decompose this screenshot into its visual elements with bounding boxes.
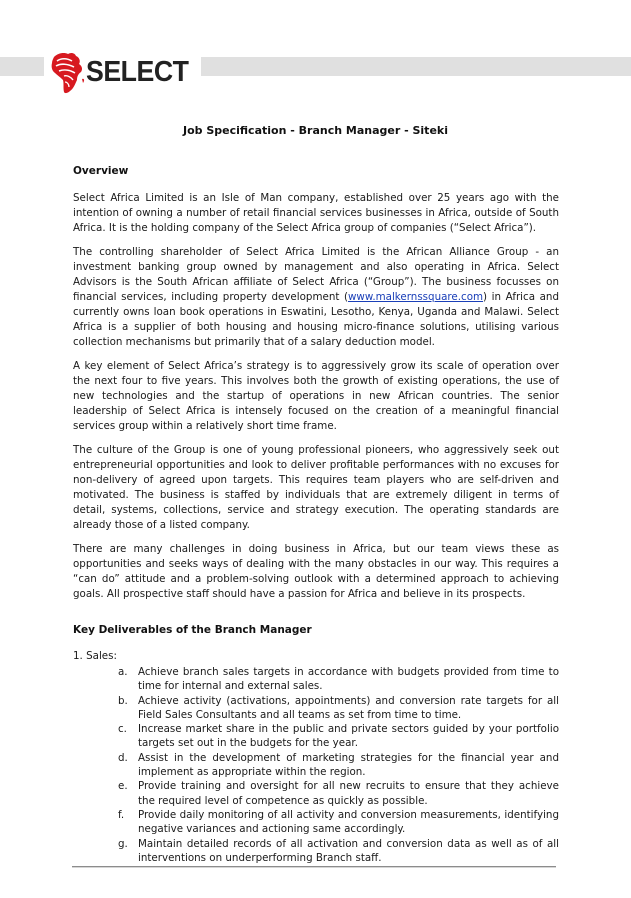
list-item-text: Provide training and oversight for all new recruits to ensure that they achieve the required level of competence as quickly as possible. bbox=[138, 780, 559, 807]
list-item-text: Maintain detailed records of all activation and conversion data as well as of all interventions on underperforming Branch staff. bbox=[138, 837, 559, 864]
list-marker: a. bbox=[118, 666, 128, 678]
footer-divider bbox=[72, 866, 556, 867]
list-item-text: Increase market share in the public and private sectors guided by your portfolio targets set out in the budgets for the year. bbox=[138, 723, 559, 750]
list-item bbox=[118, 808, 559, 837]
overview-paragraph-3: A key element of Select Africa’s strategy is to aggressively grow its scale of operation over the next four to five years. This involves both the growth of existing operations, the use of new technologies and the startup of operations in new African countries. The senior leadership of Select Africa is intensely focused on the creation of a meaningful financial services group within a relatively short time frame. bbox=[73, 360, 559, 432]
document-body bbox=[73, 164, 559, 865]
list-item-text: Achieve activity (activations, appointments) and conversion rate targets for all Field Sales Consultants and all teams as set from time to time. bbox=[138, 694, 559, 721]
list-marker: b. bbox=[118, 694, 128, 707]
list-marker: e. bbox=[118, 780, 128, 793]
list-item bbox=[118, 694, 559, 723]
list-item bbox=[118, 722, 559, 751]
list-item-text: Provide daily monitoring of all activity and conversion measurements, identifying negative variances and actioning same accordingly. bbox=[138, 808, 559, 836]
list-item bbox=[118, 665, 559, 694]
list-marker: d. bbox=[118, 751, 128, 764]
list-marker: f. bbox=[118, 808, 125, 821]
section-sales-label: 1. Sales: bbox=[73, 650, 117, 662]
header-band-left bbox=[0, 57, 44, 76]
overview-paragraph-2 bbox=[73, 245, 559, 350]
sales-deliverables-list bbox=[73, 665, 559, 865]
list-item bbox=[118, 779, 559, 808]
document-title: Job Specification - Branch Manager - Siteki bbox=[183, 124, 448, 137]
paragraph-text: The controlling shareholder of Select Africa Limited is the African Alliance Group - an investment banking group owned by management and also operating in Africa. Select Advisors is the South African affiliate of Select Africa (“Group”). The business focusses on financial services, including property development ( bbox=[73, 246, 559, 303]
list-item bbox=[118, 751, 559, 780]
malkernssquare-link[interactable]: www.malkernssquare.com bbox=[348, 291, 484, 303]
overview-paragraph-5: There are many challenges in doing business in Africa, but our team views these as opportunities and seeks ways of dealing with the many obstacles in our way. This requires a “can do” attitude and a problem-solving outlook with a determined approach to achieving goals. All prospective staff should have a passion for Africa and believe in its prospects. bbox=[73, 543, 559, 600]
select-logo bbox=[48, 48, 197, 96]
list-marker: c. bbox=[118, 723, 127, 736]
list-item bbox=[118, 837, 559, 866]
africa-map-icon bbox=[48, 49, 88, 95]
list-marker: g. bbox=[118, 837, 128, 850]
overview-paragraph-4: The culture of the Group is one of young professional pioneers, who aggressively seek out entrepreneurial opportunities and look to deliver profitable performances with no excuses for non-delivery of agreed upon targets. This requires team players who are self-driven and motivated. The business is staffed by individuals that are extremely diligent in terms of detail, systems, collections, service and strategy execution. The operating standards are already those of a listed company. bbox=[73, 444, 559, 531]
key-deliverables-heading: Key Deliverables of the Branch Manager bbox=[73, 624, 312, 636]
paragraph-text: ) in Africa and currently owns loan book operations in Eswatini, Lesotho, Kenya, Uganda and Malawi. Select Africa is a supplier of both housing and housing micro-finance solutions, utilising various collection mechanisms but primarily that of a salary deduction model. bbox=[73, 291, 559, 348]
overview-heading: Overview bbox=[73, 165, 129, 177]
overview-paragraph-1: Select Africa Limited is an Isle of Man company, established over 25 years ago with the intention of owning a number of retail financial services businesses in Africa, outside of South Africa. It is the holding company of the Select Africa group of companies (“Select Africa”). bbox=[73, 192, 559, 234]
list-item-text: Achieve branch sales targets in accordance with budgets provided from time to time for internal and external sales. bbox=[138, 666, 559, 693]
header-band-right bbox=[201, 57, 631, 76]
list-item-text: Assist in the development of marketing strategies for the financial year and implement as appropriate within the region. bbox=[138, 751, 559, 779]
logo-wordmark: SELECT bbox=[86, 55, 189, 88]
